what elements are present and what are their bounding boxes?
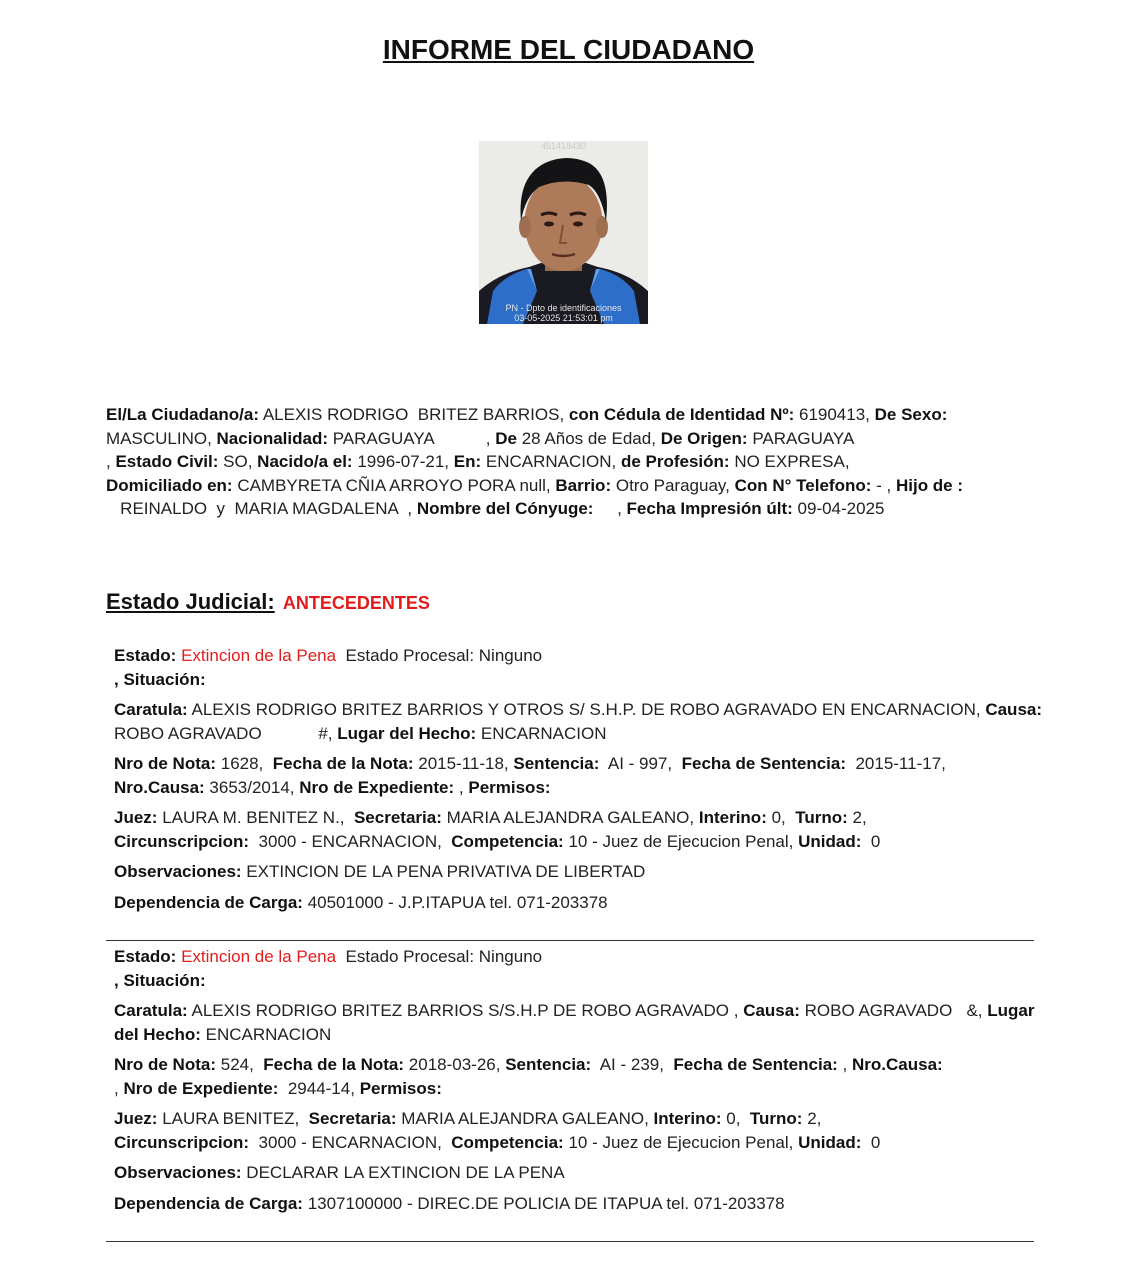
origen-label: De Origen: [660,428,748,448]
edad-value: 28 Años de Edad [521,428,652,448]
photo-watermark-top: 451418430 [540,141,587,151]
dependencia-value: 40501000 - J.P.ITAPUA tel. 071-203378 [307,892,608,912]
secretaria-label: Secretaria: [308,1109,397,1128]
lugar-hecho-value: ENCARNACION [205,1024,332,1044]
page-title: INFORME DEL CIUDADANO [382,34,755,65]
circunscripcion-label: Circunscripcion: [114,831,250,851]
hijo-label: Hijo de : [895,475,964,495]
portrait-image [479,141,648,324]
record-juez-line [114,806,1044,853]
citizen-info: El/La Ciudadano/a: ALEXIS RODRIGO BRITEZ BARRIOS, con Cédula de Identidad Nº: 6190413, De Sexo: MASCULINO, Nacionalidad: PARAGUAYA , De 28 Años de Edad, De Origen: PARAGUAYA , Estado Civil: SO, Nacido/a el: 1996-07-21, En: ENCARNACION, de Profesión: NO EXPRESA, Domiciliado en: CAMBYRETA CÑIA ARROYO PORA null, Barrio: Otro Paraguay, Con N° Telefono: - , Hijo de : REINALDO y MARIA MAGDALENA , Nombre del Cónyuge: , Fecha Impresión últ: 09-04-2025 [106,405,964,518]
dependencia-label: Dependencia de Carga: [114,1193,303,1213]
causa-value: ROBO AGRAVADO &, [804,1001,983,1020]
fecha-sentencia-label: Fecha de Sentencia: [681,754,846,773]
turno-label: Turno: [749,1109,803,1128]
origen-value: PARAGUAYA [752,428,855,448]
record-card [114,644,1044,914]
dependencia-value: 1307100000 - DIREC.DE POLICIA DE ITAPUA tel. 071-203378 [307,1193,785,1213]
estado-procesal-label: Estado Procesal: [345,947,475,966]
impresion-label: Fecha Impresión últ: [626,499,793,518]
photo-watermark-line1: PN - Dpto de identificaciones [505,303,622,313]
estado-procesal-label: Estado Procesal: [345,646,475,665]
cedula-label: con Cédula de Identidad Nº: [568,405,795,424]
nro-expediente-label: Nro de Expediente: [123,1078,279,1098]
interino-value: 0, [726,1109,741,1128]
nro-nota-value: 1628, [220,754,264,773]
fecha-sentencia-label: Fecha de Sentencia: [673,1055,838,1074]
domicilio-label: Domiciliado en: [106,475,233,495]
lugar-nacimiento-value: ENCARNACION [485,452,612,471]
observaciones-value: EXTINCION DE LA PENA PRIVATIVA DE LIBERTAD [246,862,646,881]
de-label: De [495,428,517,448]
record-nota-line: Nro de Nota: 524, Fecha de la Nota: 2018-03-26, Sentencia: AI - 239, Fecha de Sentencia: , Nro.Causa: , Nro de Expediente: 2944-14, Permisos: [114,1055,943,1098]
caratula-value: ALEXIS RODRIGO BRITEZ BARRIOS Y OTROS S/ S.H.P. DE ROBO AGRAVADO EN ENCARNACION, [191,700,981,719]
record-estado-line [114,644,1044,691]
fecha-nota-label: Fecha de la Nota: [272,754,414,773]
nacionalidad-label: Nacionalidad: [216,428,328,448]
lugar-hecho-label: Lugar del Hecho: [114,1001,1035,1044]
competencia-value: 10 - Juez de Ejecucion Penal, [568,831,794,851]
permisos-label: Permisos: [468,777,551,797]
profesion-value: NO EXPRESA [734,452,845,471]
record-dependencia-line [114,891,1044,915]
competencia-label: Competencia: [451,831,564,851]
estado-judicial-value: ANTECEDENTES [282,593,430,613]
nacido-value: 1996-07-21 [357,452,445,471]
causa-value: ROBO AGRAVADO #, [114,723,333,743]
permisos-label: Permisos: [359,1078,442,1098]
fecha-nota-label: Fecha de la Nota: [263,1055,405,1074]
secretaria-value: MARIA ALEJANDRA GALEANO, [446,808,695,827]
sexo-value: MASCULINO [106,428,208,448]
lugar-hecho-label: Lugar del Hecho: [337,723,477,743]
record-nota-line [114,752,1044,799]
observaciones-label: Observaciones: [114,1163,242,1182]
ciudadano-label: El/La Ciudadano/a: [106,405,260,424]
nro-nota-value: 524, [220,1055,254,1074]
juez-label: Juez: [114,1109,158,1128]
fecha-sentencia-value: , [837,1055,848,1074]
unidad-label: Unidad: [798,1132,862,1152]
record-observaciones-line [114,1161,1044,1185]
secretaria-label: Secretaria: [353,808,442,827]
nro-causa-value: 3653/2014, [209,777,295,797]
record-card [114,945,1044,1215]
estado-procesal-value: Ninguno [478,646,543,665]
sentencia-label: Sentencia: [513,754,600,773]
unidad-label: Unidad: [798,831,862,851]
circunscripcion-label: Circunscripcion: [114,1132,250,1152]
nro-expediente-value: 2944-14, [287,1078,355,1098]
juez-label: Juez: [114,808,158,827]
dependencia-label: Dependencia de Carga: [114,892,303,912]
nro-causa-label: Nro.Causa: [114,777,205,797]
circunscripcion-value: 3000 - ENCARNACION, [258,1132,442,1152]
en-label: En: [453,452,482,471]
nacionalidad-value: PARAGUAYA [332,428,434,448]
turno-value: 2, [807,1109,822,1128]
secretaria-value: MARIA ALEJANDRA GALEANO, [401,1109,649,1128]
ciudadano-nombre: ALEXIS RODRIGO BRITEZ BARRIOS [262,405,560,424]
fecha-sentencia-value: 2015-11-17, [855,754,946,773]
record-divider [106,1241,1034,1242]
nro-nota-label: Nro de Nota: [114,754,216,773]
profesion-label: de Profesión: [620,452,730,471]
situacion-label: , Situación: [114,970,206,990]
sexo-label: De Sexo: [874,405,948,424]
sentencia-value: AI - 239, [599,1055,664,1074]
telefono-label: Con N° Telefono: [734,475,872,495]
situacion-label: , Situación: [114,669,206,689]
sentencia-value: AI - 997, [607,754,673,773]
record-divider [106,940,1034,941]
caratula-label: Caratula: [114,1001,188,1020]
turno-label: Turno: [795,808,848,827]
photo-watermark-line2: 03-05-2025 21:53:01 pm [514,313,613,323]
record-dependencia-line [114,1192,1044,1216]
estado-civil-label: Estado Civil: [115,452,219,471]
fecha-nota-value: 2018-03-26, [408,1055,501,1074]
interino-value: 0, [771,808,786,827]
impresion-value: 09-04-2025 [797,499,885,518]
interino-label: Interino: [698,808,767,827]
nro-expediente-value: , [454,777,464,797]
caratula-value: ALEXIS RODRIGO BRITEZ BARRIOS S/S.H.P DE ROBO AGRAVADO , [191,1001,739,1020]
causa-label: Causa: [985,700,1043,719]
citizen-photo [479,141,648,324]
juez-value: LAURA M. BENITEZ N., [162,808,345,827]
nro-causa-label: Nro.Causa: [852,1055,943,1074]
competencia-value: 10 - Juez de Ejecucion Penal, [568,1132,794,1152]
record-estado-line [114,945,1044,992]
cedula-value: 6190413 [798,405,866,424]
unidad-value: 0 [870,1132,881,1152]
turno-value: 2, [852,808,867,827]
record-observaciones-line [114,860,1044,884]
sentencia-label: Sentencia: [505,1055,592,1074]
caratula-label: Caratula: [114,700,188,719]
estado-value: Extincion de la Pena [181,646,337,665]
fecha-nota-value: 2015-11-18, [418,754,509,773]
barrio-value: Otro Paraguay [615,475,726,495]
estado-value: Extincion de la Pena [181,947,337,966]
padres-value: REINALDO y MARIA MAGDALENA [120,499,398,518]
observaciones-value: DECLARAR LA EXTINCION DE LA PENA [246,1163,565,1182]
competencia-label: Competencia: [451,1132,564,1152]
estado-label: Estado: [114,646,177,665]
circunscripcion-value: 3000 - ENCARNACION, [258,831,442,851]
nro-expediente-label: Nro de Expediente: [299,777,455,797]
estado-judicial-label: Estado Judicial: [106,589,275,614]
record-juez-line [114,1107,1044,1154]
photo-watermark [479,303,648,323]
estado-civil-value: SO [223,452,248,471]
nro-nota-label: Nro de Nota: [114,1055,216,1074]
observaciones-label: Observaciones: [114,862,242,881]
estado-procesal-value: Ninguno [478,947,543,966]
nacido-label: Nacido/a el: [257,452,353,471]
unidad-value: 0 [870,831,881,851]
estado-judicial-heading [106,589,430,615]
telefono-value: - [876,475,882,495]
conyuge-label: Nombre del Cónyuge: [416,499,594,518]
record-caratula-line [114,999,1044,1046]
domicilio-value: CAMBYRETA CÑIA ARROYO PORA null [237,475,546,495]
record-caratula-line [114,698,1044,745]
interino-label: Interino: [653,1109,722,1128]
causa-label: Causa: [743,1001,800,1020]
estado-label: Estado: [114,947,177,966]
lugar-hecho-value: ENCARNACION [480,723,607,743]
barrio-label: Barrio: [555,475,612,495]
juez-value: LAURA BENITEZ, [162,1109,300,1128]
